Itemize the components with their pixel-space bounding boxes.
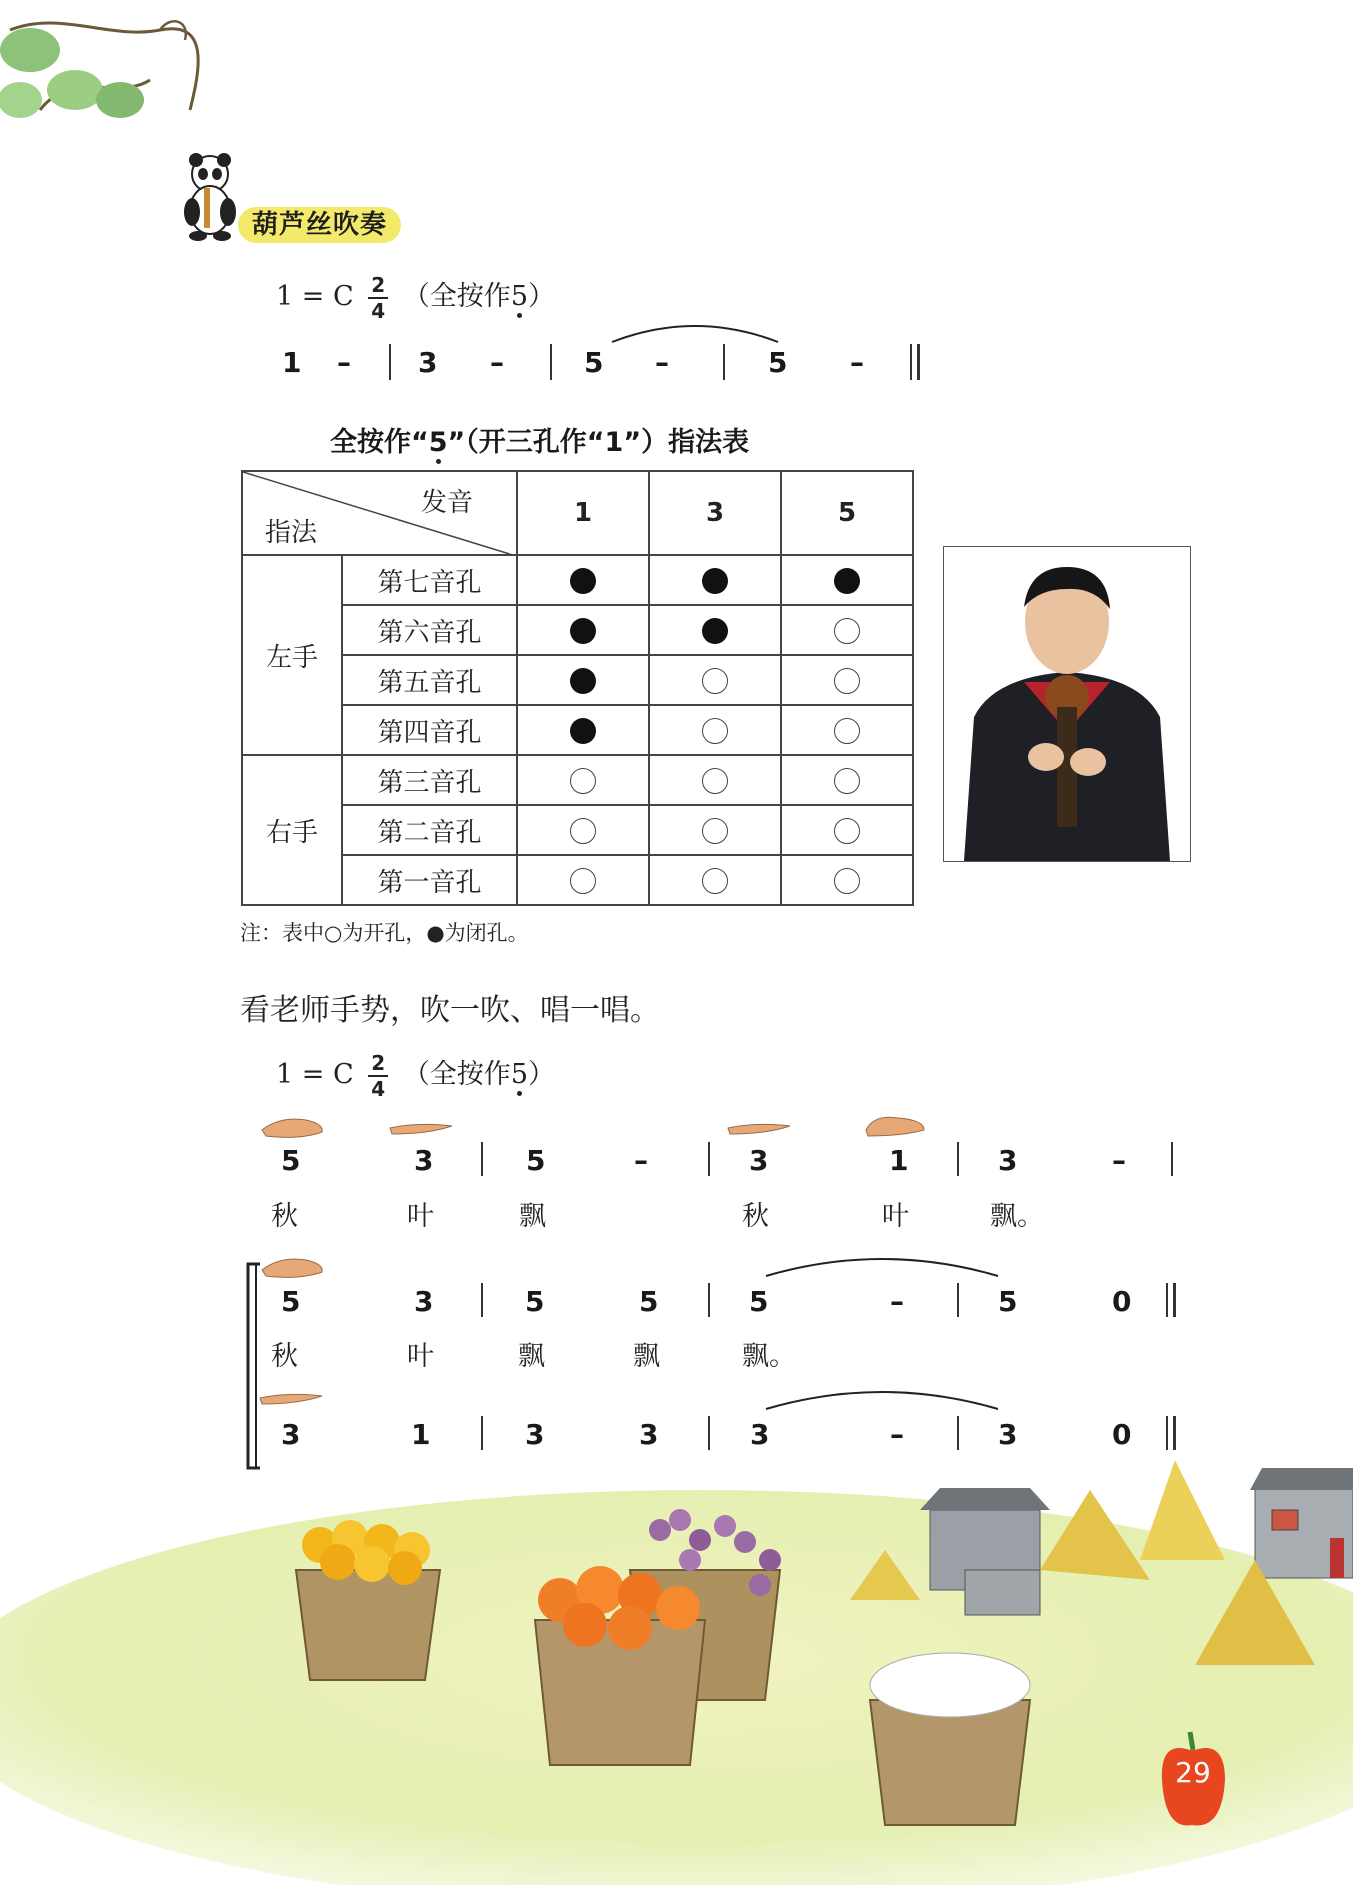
closed-hole-icon — [702, 568, 728, 594]
page-number: 29 — [1175, 1756, 1211, 1789]
note: 1 — [889, 1144, 909, 1177]
exercise2-key-signature — [276, 1052, 555, 1099]
system-bracket — [238, 1262, 268, 1472]
lyric: 飘 — [519, 1201, 546, 1232]
header-pitch: 发音 — [421, 488, 474, 518]
fingering-suffix: ） — [528, 281, 555, 312]
hole-state-cell — [649, 705, 781, 755]
hole-state-cell — [781, 755, 913, 805]
open-hole-icon — [570, 868, 596, 894]
fingering-note: 5 — [510, 281, 528, 312]
col-header: 1 — [517, 471, 649, 555]
note: 3 — [414, 1285, 434, 1318]
table-title-prefix: 全按作“ — [330, 427, 429, 458]
closed-hole-icon — [834, 568, 860, 594]
note: – — [337, 346, 351, 379]
table-row — [242, 855, 913, 905]
harvest-scene-illustration — [0, 1450, 1353, 1885]
closed-hole-icon — [570, 668, 596, 694]
hole-label: 第三音孔 — [342, 755, 517, 805]
open-hole-icon — [702, 768, 728, 794]
note: 5 — [584, 346, 604, 379]
open-hole-icon — [834, 768, 860, 794]
hole-state-cell — [517, 555, 649, 605]
fingering-prefix: （全按作 — [402, 1059, 511, 1090]
hole-state-cell — [781, 805, 913, 855]
open-hole-icon — [834, 668, 860, 694]
note: 1 — [411, 1418, 431, 1451]
hole-state-cell — [781, 605, 913, 655]
header-fingering: 指法 — [265, 518, 318, 548]
open-hole-icon — [834, 868, 860, 894]
flat-hand-gesture-icon — [388, 1114, 454, 1142]
time-top: 2 — [371, 272, 386, 297]
table-corner-header — [242, 471, 517, 555]
note: 5 — [281, 1144, 301, 1177]
note: 3 — [998, 1418, 1018, 1451]
closed-hole-icon — [570, 718, 596, 744]
note: 3 — [750, 1418, 770, 1451]
open-hole-icon — [834, 818, 860, 844]
hole-state-cell — [781, 555, 913, 605]
lyric: 秋 — [271, 1341, 298, 1372]
note: 5 — [768, 346, 788, 379]
hand-label: 左手 — [242, 555, 342, 755]
note: – — [655, 346, 669, 379]
hole-state-cell — [517, 605, 649, 655]
note: – — [850, 346, 864, 379]
orange-fruit-basket — [296, 1520, 440, 1680]
note: 3 — [749, 1144, 769, 1177]
lyric: 秋 — [742, 1201, 769, 1232]
lyric: 叶 — [882, 1201, 909, 1232]
note: 3 — [639, 1418, 659, 1451]
fist-hand-gesture-icon — [862, 1110, 928, 1138]
note: 3 — [418, 346, 438, 379]
table-title-note: 5 — [428, 427, 448, 458]
note: – — [890, 1285, 904, 1318]
note: – — [1112, 1144, 1126, 1177]
table-row — [242, 755, 913, 805]
hole-label: 第四音孔 — [342, 705, 517, 755]
table-body — [242, 555, 913, 905]
col-header: 5 — [781, 471, 913, 555]
note: 0 — [1112, 1418, 1132, 1451]
hole-state-cell — [781, 855, 913, 905]
hole-state-cell — [517, 705, 649, 755]
fingering-prefix: （全按作 — [402, 281, 511, 312]
table-row — [242, 555, 913, 605]
hole-label: 第五音孔 — [342, 655, 517, 705]
open-hand-gesture-icon — [260, 1112, 326, 1140]
section-title: 葫芦丝吹奏 — [238, 207, 401, 243]
time-top: 2 — [371, 1050, 386, 1075]
table-row — [242, 655, 913, 705]
note: 3 — [414, 1144, 434, 1177]
table-title-suffix: ”（开三孔作“1”）指法表 — [447, 427, 750, 458]
open-hole-icon — [702, 818, 728, 844]
closed-hole-icon — [570, 568, 596, 594]
table-row — [242, 705, 913, 755]
note: 5 — [526, 1144, 546, 1177]
hole-state-cell — [781, 655, 913, 705]
hole-state-cell — [781, 705, 913, 755]
time-signature — [368, 272, 388, 323]
exercise1-key-signature — [276, 274, 555, 321]
table-row — [242, 805, 913, 855]
closed-hole-icon — [702, 618, 728, 644]
hole-state-cell — [649, 555, 781, 605]
key: 1 = C — [276, 281, 354, 312]
lyric: 叶 — [407, 1201, 434, 1232]
hole-label: 第二音孔 — [342, 805, 517, 855]
hole-state-cell — [517, 655, 649, 705]
boy-playing-hulusi-photo — [943, 546, 1191, 862]
hole-state-cell — [649, 855, 781, 905]
time-signature — [368, 1050, 388, 1101]
note: 3 — [281, 1418, 301, 1451]
lyric: 秋 — [271, 1201, 298, 1232]
hole-state-cell — [517, 855, 649, 905]
note: 3 — [998, 1144, 1018, 1177]
flat-hand-gesture-icon — [726, 1114, 792, 1142]
lyric: 飘 — [633, 1341, 660, 1372]
note: – — [490, 346, 504, 379]
slur — [764, 1383, 1000, 1413]
tangerine-basket — [535, 1566, 705, 1765]
note: – — [634, 1144, 648, 1177]
lyric: 飘。 — [990, 1201, 1044, 1232]
fingering-table — [241, 470, 914, 906]
note: 3 — [525, 1418, 545, 1451]
slur — [764, 1250, 1000, 1280]
panda-icon — [178, 152, 240, 242]
closed-hole-icon — [570, 618, 596, 644]
hand-label: 右手 — [242, 755, 342, 905]
note: 1 — [282, 346, 302, 379]
note: 5 — [998, 1285, 1018, 1318]
note: 5 — [749, 1285, 769, 1318]
lyric: 叶 — [407, 1341, 434, 1372]
hole-state-cell — [649, 605, 781, 655]
slur — [610, 316, 780, 346]
col-header: 3 — [649, 471, 781, 555]
hole-label: 第六音孔 — [342, 605, 517, 655]
time-bottom: 4 — [371, 1076, 386, 1101]
open-hand-gesture-icon — [260, 1252, 326, 1280]
table-footnote: 注：表中○为开孔，●为闭孔。 — [240, 921, 529, 945]
hole-state-cell — [517, 805, 649, 855]
fingering-suffix: ） — [528, 1059, 555, 1090]
key: 1 = C — [276, 1059, 354, 1090]
note: 5 — [639, 1285, 659, 1318]
vine-leaves-decoration — [0, 0, 220, 160]
open-hole-icon — [834, 618, 860, 644]
open-hole-icon — [834, 718, 860, 744]
note: – — [890, 1418, 904, 1451]
note: 5 — [281, 1285, 301, 1318]
fingering-note: 5 — [510, 1059, 528, 1090]
note: 5 — [525, 1285, 545, 1318]
note: 0 — [1112, 1285, 1132, 1318]
table-title — [330, 420, 749, 459]
instruction-text: 看老师手势，吹一吹、唱一唱。 — [240, 993, 660, 1028]
hole-label: 第一音孔 — [342, 855, 517, 905]
hole-label: 第七音孔 — [342, 555, 517, 605]
time-bottom: 4 — [371, 298, 386, 323]
open-hole-icon — [702, 868, 728, 894]
open-hole-icon — [570, 818, 596, 844]
lyric: 飘 — [518, 1341, 545, 1372]
hole-state-cell — [517, 755, 649, 805]
hole-state-cell — [649, 805, 781, 855]
cotton-basket — [870, 1653, 1030, 1825]
open-hole-icon — [570, 768, 596, 794]
table-row — [242, 605, 913, 655]
open-hole-icon — [702, 718, 728, 744]
open-hole-icon — [702, 668, 728, 694]
hole-state-cell — [649, 655, 781, 705]
hole-state-cell — [649, 755, 781, 805]
lyric: 飘。 — [742, 1341, 796, 1372]
